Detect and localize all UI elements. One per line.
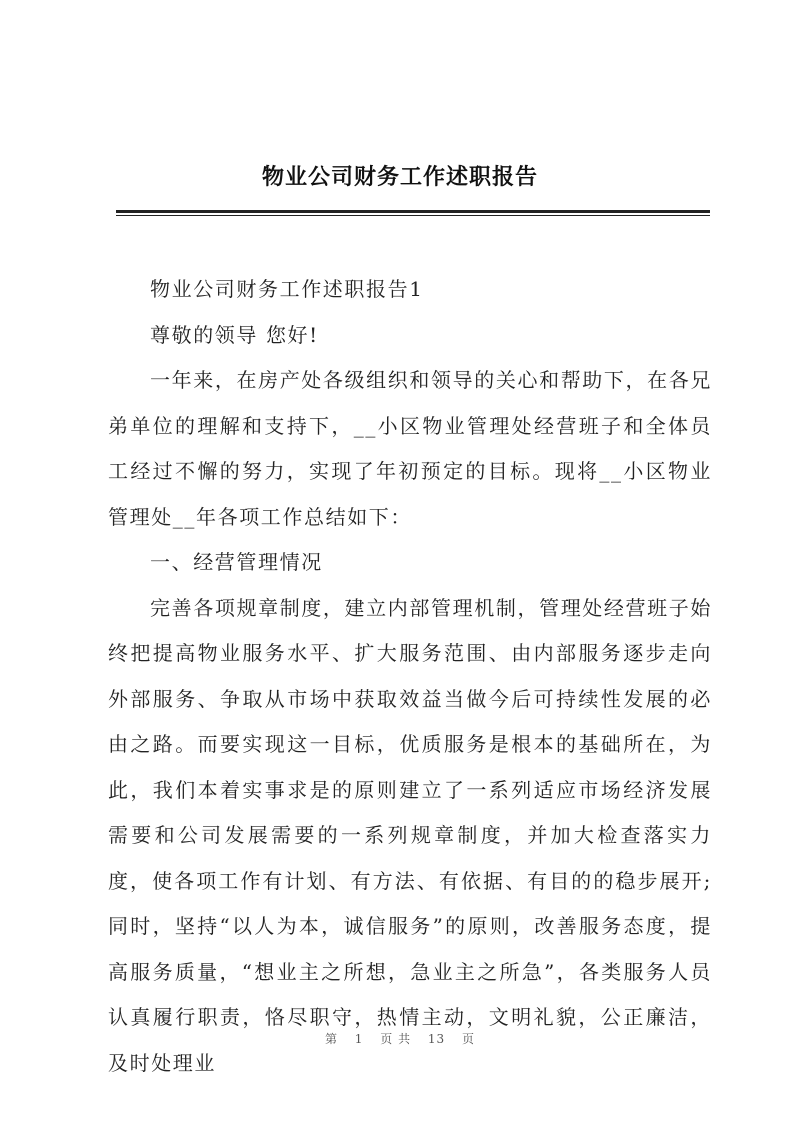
paragraph-salutation: 尊敬的领导 您好!	[150, 322, 319, 347]
document-title: 物业公司财务工作述职报告	[261, 165, 538, 190]
document-body	[108, 267, 712, 1086]
page-footer	[0, 1030, 800, 1047]
footer-total-pages: 13	[427, 1032, 446, 1046]
paragraph-management: 完善各项规章制度，建立内部管理机制，管理处经营班子始终把提高物业服务水平、扩大服务范围、由内部服务逐步走向外部服务、争取从市场中获取效益当做今后可持续性发展的必由之路。而要实现这一目标，优质服务是根本的基础所在，为此，我们本着实事求是的原则建立了一系列适应市场经济发展需要和公司发展需要的一系列规章制度，并加大检查落实力度，使各项工作有计划、有方法、有依据、有目的的稳步展开;同时，坚持“以人为本，诚信服务”的原则，改善服务态度，提高服务质量，“想业主之所想，急业主之所急”，各类服务人员认真履行职责，恪尽职守，热情主动，文明礼貌，公正廉洁，及时处理业	[108, 595, 712, 1075]
paragraph-heading: 物业公司财务工作述职报告1	[150, 277, 424, 301]
footer-label-of: 页 共	[380, 1032, 412, 1046]
section-heading: 一、经营管理情况	[150, 550, 323, 574]
footer-label-pages: 页	[462, 1032, 476, 1046]
footer-current-page: 1	[354, 1032, 364, 1046]
footer-label-page: 第	[324, 1032, 338, 1046]
title-divider	[116, 210, 710, 213]
paragraph-intro: 一年来，在房产处各级组织和领导的关心和帮助下，在各兄弟单位的理解和支持下，__小区物业管理处经营班子和全体员工经过不懈的努力，实现了年初预定的目标。现将__小区物业管理处__年各项工作总结如下：	[108, 368, 712, 529]
